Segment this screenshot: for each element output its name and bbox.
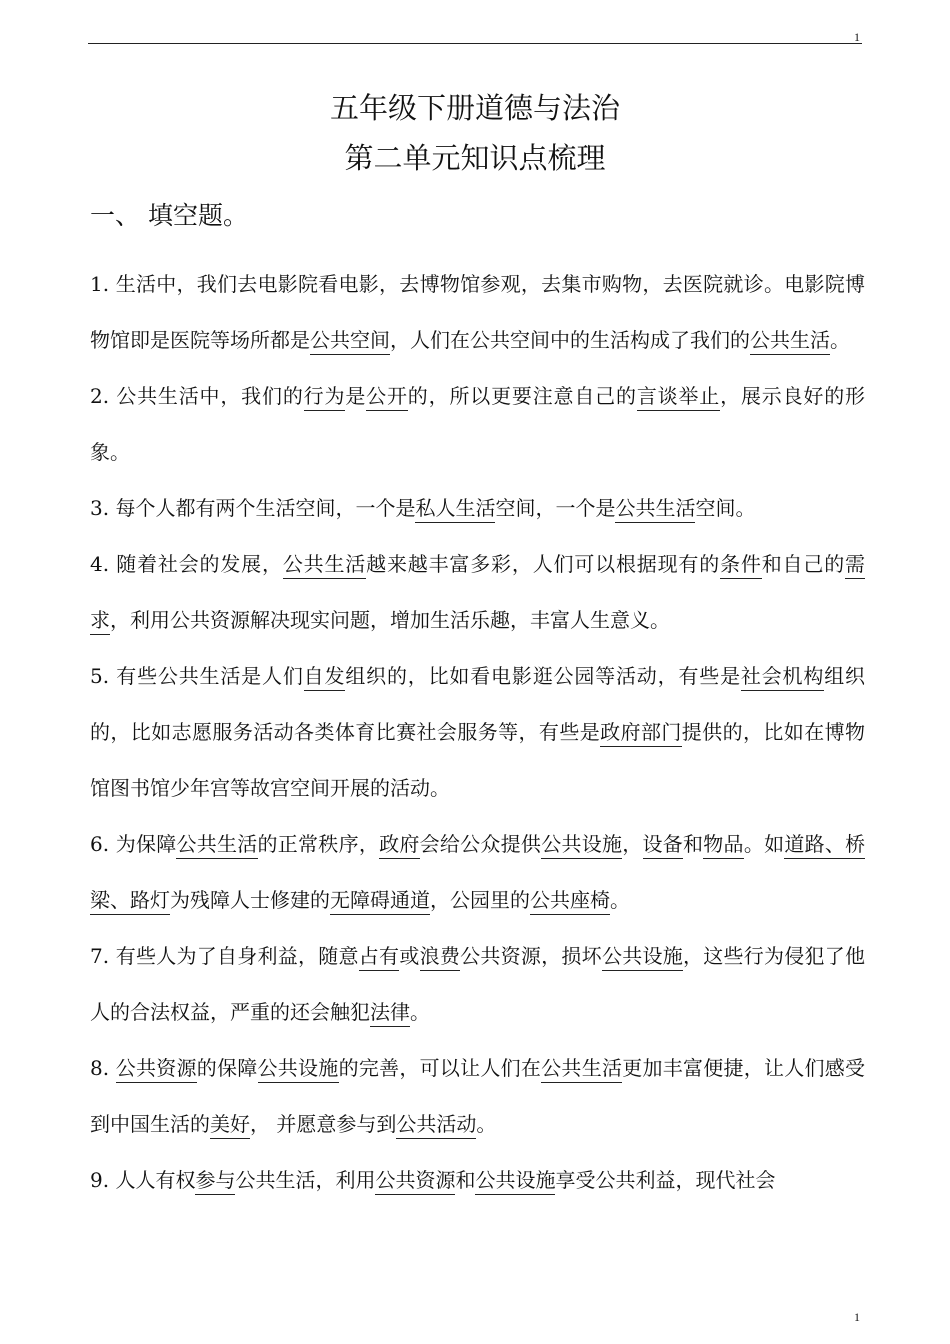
question-text: 组织的，比如看电影逛公园等活动，有些是 xyxy=(345,664,741,688)
answer-blank: 无障碍通道 xyxy=(330,888,430,915)
question-text: 8. xyxy=(90,1056,116,1080)
document-title: 五年级下册道德与法治 xyxy=(329,91,620,125)
question-text: 公共生活，利用 xyxy=(235,1168,376,1192)
question-text: ，人们在公共空间中的生活构成了我们的 xyxy=(390,328,750,352)
answer-blank: 政府 xyxy=(379,832,420,859)
question-text: 和自己的 xyxy=(761,552,846,576)
answer-blank: 行为 xyxy=(304,384,346,411)
question-text: 3. 每个人都有两个生活空间，一个是 xyxy=(90,496,416,520)
question-text: ， xyxy=(622,832,643,856)
answer-blank: 公共设施 xyxy=(475,1168,555,1195)
answer-blank: 公共生活 xyxy=(615,496,695,523)
question-text: 和 xyxy=(455,1168,476,1192)
answer-blank: 公共生活 xyxy=(283,552,366,579)
answer-blank: 道路、桥梁、路灯 xyxy=(90,832,865,915)
question-9 xyxy=(90,1152,865,1208)
question-text: 的保障 xyxy=(196,1056,258,1080)
answer-blank: 公共资源 xyxy=(375,1168,455,1195)
header-rule xyxy=(88,43,862,44)
question-text: 2. 公共生活中，我们的 xyxy=(90,384,304,408)
answer-blank: 公共设施 xyxy=(258,1056,339,1083)
question-text: 。 xyxy=(830,328,850,352)
question-3 xyxy=(90,480,865,536)
question-text: 。 xyxy=(476,1112,497,1136)
question-text: 的，所以更要注意自己的 xyxy=(407,384,637,408)
question-1 xyxy=(90,256,865,368)
question-text: 4. 随着社会的发展， xyxy=(90,552,283,576)
question-text: 越来越丰富多彩，人们可以根据现有的 xyxy=(366,552,721,576)
question-text: 6. 为保障 xyxy=(90,832,177,856)
question-text: 。 xyxy=(610,888,630,912)
question-text: 提供的，比如在博物馆图书馆少年宫等故宫空间开展的活动。 xyxy=(90,720,866,800)
question-text: 5. 有些公共生活是人们 xyxy=(90,664,304,688)
question-text: 的完善，可以让人们在 xyxy=(338,1056,542,1080)
question-4 xyxy=(90,536,865,648)
answer-blank: 言谈举止 xyxy=(637,384,720,411)
answer-blank: 设备 xyxy=(643,832,684,859)
question-text: 和 xyxy=(683,832,704,856)
question-text: 1. 生活中，我们去电影院看电影，去博物馆参观，去集市购物，去医院就诊。电影院博物馆即是医院等场所都是 xyxy=(90,272,865,352)
question-text: ，利用公共资源解决现实问题，增加生活乐趣，丰富人生意义。 xyxy=(110,608,670,632)
answer-blank: 社会机构 xyxy=(741,664,824,691)
question-text: 。 xyxy=(410,1000,430,1024)
question-text: 。如 xyxy=(743,832,785,856)
question-text: 是 xyxy=(345,384,367,408)
answer-blank: 公共活动 xyxy=(396,1112,476,1139)
answer-blank: 公开 xyxy=(366,384,408,411)
question-5 xyxy=(90,648,865,816)
question-text: 7. 有些人为了自身利益，随意 xyxy=(90,944,359,968)
answer-blank: 公共生活 xyxy=(176,832,257,859)
question-8 xyxy=(90,1040,865,1152)
answer-blank: 条件 xyxy=(720,552,762,579)
question-7 xyxy=(90,928,865,1040)
question-text: ，展示良好的形象。 xyxy=(90,384,866,464)
question-6 xyxy=(90,816,865,928)
answer-blank: 公共生活 xyxy=(750,328,830,355)
question-text: 会给公众提供 xyxy=(419,832,542,856)
answer-blank: 公共设施 xyxy=(541,832,622,859)
question-text: 公共资源，损坏 xyxy=(460,944,602,968)
answer-blank: 参与 xyxy=(195,1168,235,1195)
answer-blank: 公共空间 xyxy=(310,328,390,355)
answer-blank: 公共生活 xyxy=(541,1056,622,1083)
question-text: 更加丰富便捷，让人们感受到中国生活的 xyxy=(90,1056,866,1136)
answer-blank: 法律 xyxy=(370,1000,410,1027)
question-text: 空间，一个是 xyxy=(495,496,616,520)
question-text: ，这些行为侵犯了他人的合法权益，严重的还会触犯 xyxy=(90,944,866,1024)
question-text: 组织的，比如志愿服务活动各类体育比赛社会服务等，有些是 xyxy=(90,664,866,744)
document-subtitle: 第二单元知识点梳理 xyxy=(344,141,606,175)
question-text: 享受公共利益，现代社会 xyxy=(555,1168,776,1192)
answer-blank: 美好 xyxy=(210,1112,250,1139)
question-text: ，公园里的 xyxy=(430,888,530,912)
answer-blank: 浪费 xyxy=(420,944,461,971)
section-heading: 一、 填空题。 xyxy=(90,201,248,230)
question-text: ， 并愿意参与到 xyxy=(250,1112,397,1136)
answer-blank: 公共座椅 xyxy=(530,888,610,915)
answer-blank: 政府部门 xyxy=(600,720,682,747)
page-number-top: 1 xyxy=(854,30,860,44)
question-text: 为残障人士修建的 xyxy=(170,888,330,912)
answer-blank: 需求 xyxy=(90,552,865,635)
question-text: 9. 人人有权 xyxy=(90,1168,196,1192)
question-2 xyxy=(90,368,865,480)
answer-blank: 物品 xyxy=(703,832,744,859)
answer-blank: 占有 xyxy=(359,944,400,971)
question-text: 或 xyxy=(399,944,420,968)
question-text: 的正常秩序， xyxy=(257,832,380,856)
answer-blank: 公共设施 xyxy=(602,944,683,971)
body-text xyxy=(90,256,865,1208)
page-number-bottom: 1 xyxy=(854,1310,860,1324)
answer-blank: 公共资源 xyxy=(116,1056,197,1083)
question-text: 空间。 xyxy=(695,496,756,520)
answer-blank: 私人生活 xyxy=(415,496,495,523)
answer-blank: 自发 xyxy=(304,664,346,691)
